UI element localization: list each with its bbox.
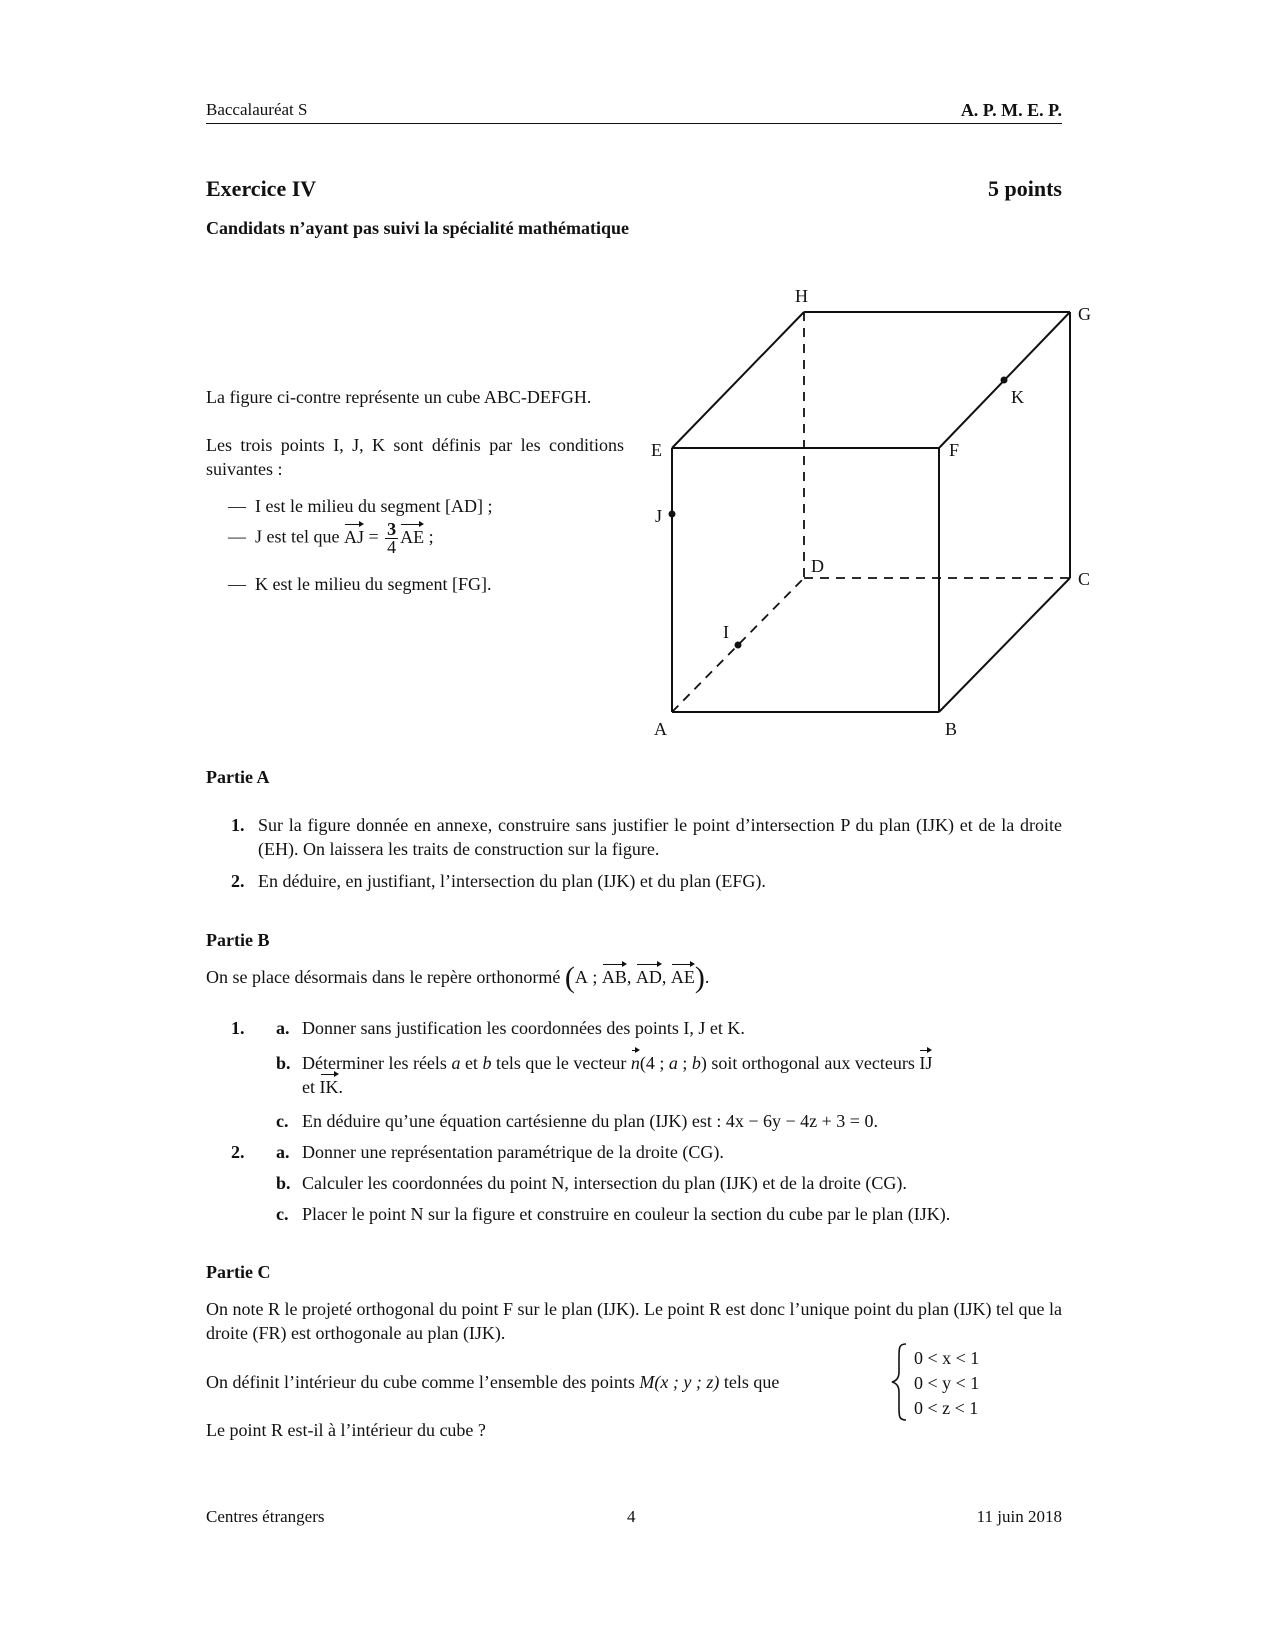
coord-b: b xyxy=(691,1053,701,1073)
vector-ad: AD xyxy=(635,967,662,987)
label-j: J xyxy=(655,506,663,526)
point-i xyxy=(735,642,742,649)
part-c-question: Le point R est-il à l’intérieur du cube ? xyxy=(206,1420,486,1440)
semicolon: ; xyxy=(428,526,434,547)
part-b-title: Partie B xyxy=(206,930,270,950)
vector-n-coords: (4 ; xyxy=(639,1053,665,1073)
q1b-part1: Déterminer les réels xyxy=(302,1053,447,1073)
fraction-denominator: 4 xyxy=(387,537,397,557)
vector-ae: AE xyxy=(400,526,425,547)
bullet-k xyxy=(228,572,491,596)
bullet-i xyxy=(228,494,492,518)
intro-paragraph-2: Les trois points I, J, K sont définis par les conditions suivantes : xyxy=(206,435,624,479)
part-b-q1b-letter: b. xyxy=(276,1053,291,1073)
bullet-mark: — xyxy=(228,526,246,547)
part-b-q1a-text: Donner sans justification les coordonnées des points I, J et K. xyxy=(302,1018,745,1038)
point-j xyxy=(669,511,676,518)
footer-right: 11 juin 2018 xyxy=(976,1507,1062,1526)
part-b-intro-text: On se place désormais dans le repère orthonormé xyxy=(206,967,561,987)
system-line-z: 0 < z < 1 xyxy=(914,1398,979,1418)
frame-origin: A xyxy=(574,967,588,987)
label-f: F xyxy=(949,440,960,460)
part-c-title: Partie C xyxy=(206,1262,271,1282)
part-a-item-2-text: En déduire, en justifiant, l’intersection du plan (IJK) et du plan (EFG). xyxy=(258,871,766,891)
label-d: D xyxy=(811,556,824,576)
paren-right: ) xyxy=(694,961,705,994)
edge-eh xyxy=(672,312,804,448)
vector-ab: AB xyxy=(601,967,627,987)
footer-left: Centres étrangers xyxy=(206,1507,325,1526)
q1b-part3: tels que le vecteur xyxy=(495,1053,627,1073)
part-c-paragraph-2 xyxy=(206,1370,779,1394)
exercise-title: Exercice IV xyxy=(206,176,317,201)
q1b-part4: soit orthogonal aux vecteurs xyxy=(711,1053,915,1073)
part-b-q2c-text: Placer le point N sur la figure et construire en couleur la section du cube par le plan (IJK). xyxy=(302,1204,951,1224)
part-c-paragraph-1: On note R le projeté orthogonal du point F sur le plan (IJK). Le point R est donc l’unique point du plan (IJK) tel que la droite (FR) est orthogonale au plan (IJK). xyxy=(206,1299,1062,1343)
vector-ij: IJ xyxy=(919,1053,933,1073)
part-b-q1c-text: En déduire qu’une équation cartésienne du plan (IJK) est : 4x − 6y − 4z + 3 = 0. xyxy=(302,1111,878,1131)
bullet-j xyxy=(228,521,434,556)
system-line-x: 0 < x < 1 xyxy=(914,1348,980,1368)
q1b-part2: et xyxy=(464,1053,478,1073)
label-c: C xyxy=(1078,569,1091,589)
vector-aj: AJ xyxy=(343,526,364,547)
part-c-p2-text: On définit l’intérieur du cube comme l’ensemble des points xyxy=(206,1372,635,1392)
label-g: G xyxy=(1078,304,1091,324)
exercise-subtitle: Candidats n’ayant pas suivi la spécialité mathématique xyxy=(206,218,630,238)
q1b-var-b: b xyxy=(482,1053,492,1073)
intro-paragraph-1: La figure ci-contre représente un cube ABC-DEFGH. xyxy=(206,387,592,407)
part-a-item-1-text: Sur la figure donnée en annexe, construire sans justifier le point d’intersection P du plan (IJK) et de la droite (EH). On laissera les traits de construction sur la figure. xyxy=(258,815,1062,859)
header-right: A. P. M. E. P. xyxy=(960,100,1062,120)
part-c-p2-end: tels que xyxy=(723,1372,780,1392)
coord-a: a xyxy=(668,1053,678,1073)
part-a-item-1-number: 1. xyxy=(231,815,245,835)
vector-n: n xyxy=(630,1053,640,1073)
fraction-numerator: 3 xyxy=(387,519,397,539)
label-a: A xyxy=(654,719,667,739)
part-b-q2b-text: Calculer les coordonnées du point N, intersection du plan (IJK) et de la droite (CG). xyxy=(302,1173,907,1193)
part-b-q2a-letter: a. xyxy=(276,1142,290,1162)
cube-figure xyxy=(640,280,1091,740)
equals-sign: = xyxy=(368,526,379,547)
part-b-intro: On se place désormais dans le repère orthonormé (A ; AB, AD, AE). xyxy=(206,961,710,994)
part-a-item-2-number: 2. xyxy=(231,871,245,891)
bullet-i-text: I est le milieu du segment [AD] ; xyxy=(255,496,493,516)
system-line-y: 0 < y < 1 xyxy=(914,1373,980,1393)
part-b-q1a-letter: a. xyxy=(276,1018,290,1038)
footer-page-number: 4 xyxy=(627,1507,636,1526)
point-m: M(x ; y ; z) xyxy=(639,1372,720,1392)
label-k: K xyxy=(1011,387,1024,407)
part-b-q2-number: 2. xyxy=(231,1142,245,1162)
header-rule xyxy=(206,123,1062,124)
bullet-j-text: J est tel que xyxy=(255,526,340,547)
part-b-q2c-letter: c. xyxy=(276,1204,289,1224)
q1b-var-a: a xyxy=(451,1053,461,1073)
exercise-points: 5 points xyxy=(988,176,1062,201)
edge-bc xyxy=(939,578,1070,712)
point-k xyxy=(1001,377,1008,384)
part-b-q1c-letter: c. xyxy=(276,1111,289,1131)
label-i: I xyxy=(723,622,729,642)
fraction-three-quarters xyxy=(385,521,398,556)
vector-ik: IK xyxy=(319,1077,339,1097)
label-e: E xyxy=(651,440,662,460)
header-left: Baccalauréat S xyxy=(206,100,308,119)
bullet-mark: — xyxy=(228,496,246,516)
bullet-k-text: K est le milieu du segment [FG]. xyxy=(255,574,492,594)
part-b-q2a-text: Donner une représentation paramétrique de la droite (CG). xyxy=(302,1142,724,1162)
part-b-q2b-letter: b. xyxy=(276,1173,291,1193)
system-brace xyxy=(890,1342,910,1422)
bullet-mark: — xyxy=(228,574,246,594)
vector-ae-frame: AE xyxy=(670,967,695,987)
part-a-title: Partie A xyxy=(206,767,270,787)
part-b-q1b-text: Déterminer les réels a et b tels que le vecteur n(4 ; a ; b) soit orthogonal aux vecteurs IJ et IK. xyxy=(302,1053,933,1097)
q1b-part5: et xyxy=(302,1077,315,1097)
paren-left: ( xyxy=(564,961,575,994)
label-h: H xyxy=(795,286,808,306)
part-b-q1-number: 1. xyxy=(231,1018,245,1038)
label-b: B xyxy=(945,719,958,739)
